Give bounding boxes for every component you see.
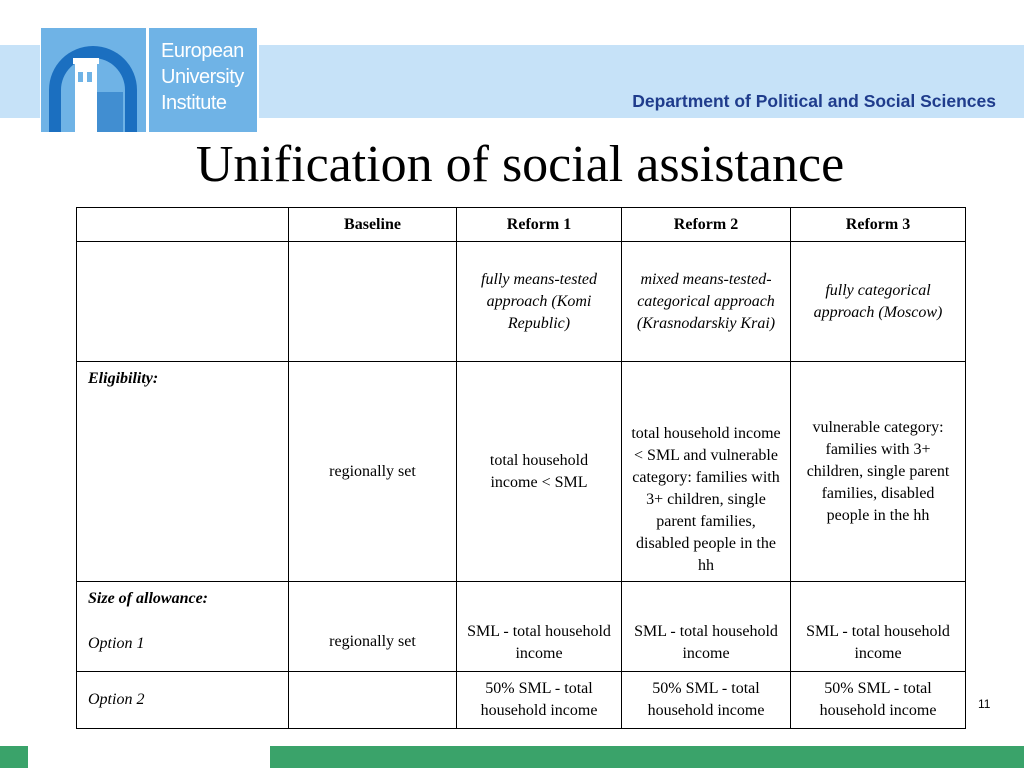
logo-line-3: Institute bbox=[161, 92, 227, 114]
approach-baseline-cell bbox=[289, 242, 457, 362]
eligibility-baseline-cell: regionally set bbox=[289, 362, 457, 582]
option-1-label: Option 1 bbox=[88, 635, 145, 652]
footer-bar-left bbox=[0, 746, 28, 768]
allowance-label-cell bbox=[77, 582, 289, 672]
allowance-reform-1-cell: SML - total household income bbox=[457, 582, 622, 672]
allowance-reform-3-cell: SML - total household income bbox=[791, 582, 966, 672]
page-number: 11 bbox=[978, 697, 991, 711]
table-row-allowance-option-2 bbox=[77, 672, 966, 729]
eligibility-reform-1-cell: total household income < SML bbox=[457, 362, 622, 582]
option-2-label-cell: Option 2 bbox=[77, 672, 289, 729]
logo-line-1: European bbox=[161, 40, 244, 62]
option-2-baseline-cell bbox=[289, 672, 457, 729]
logo-line-2: University bbox=[161, 66, 244, 88]
option-2-reform-1-cell: 50% SML - total household income bbox=[457, 672, 622, 729]
table-row-allowance-option-1 bbox=[77, 582, 966, 672]
eligibility-label-cell bbox=[77, 362, 289, 582]
header-cell-empty bbox=[77, 208, 289, 242]
approach-reform-3-cell: fully categorical approach (Moscow) bbox=[791, 242, 966, 362]
logo-wordmark bbox=[161, 38, 261, 116]
slide-title: Unification of social assistance bbox=[195, 136, 845, 193]
footer-bar-right bbox=[270, 746, 1024, 768]
header-cell-reform-1: Reform 1 bbox=[457, 208, 622, 242]
approach-label-cell bbox=[77, 242, 289, 362]
allowance-label: Size of allowance: bbox=[88, 590, 208, 607]
option-2-reform-2-cell: 50% SML - total household income bbox=[622, 672, 791, 729]
reform-comparison-table bbox=[76, 207, 966, 729]
table-row-eligibility bbox=[77, 362, 966, 582]
logo-emblem bbox=[41, 28, 146, 132]
eligibility-reform-2-cell: total household income < SML and vulnerable category: families with 3+ children, single parent families, disabled people in the hh bbox=[622, 362, 791, 582]
table-row-approach bbox=[77, 242, 966, 362]
header-cell-reform-2: Reform 2 bbox=[622, 208, 791, 242]
department-name: Department of Political and Social Sciences bbox=[632, 91, 996, 111]
allowance-reform-2-cell: SML - total household income bbox=[622, 582, 791, 672]
option-2-reform-3-cell: 50% SML - total household income bbox=[791, 672, 966, 729]
allowance-baseline-cell: regionally set bbox=[289, 582, 457, 672]
table-header-row bbox=[77, 208, 966, 242]
approach-reform-1-cell: fully means-tested approach (Komi Republic) bbox=[457, 242, 622, 362]
eligibility-reform-3-cell: vulnerable category: families with 3+ children, single parent families, disabled people in the hh bbox=[791, 362, 966, 582]
tower-arch-icon bbox=[41, 28, 146, 132]
header-cell-reform-3: Reform 3 bbox=[791, 208, 966, 242]
header-cell-baseline: Baseline bbox=[289, 208, 457, 242]
approach-reform-2-cell: mixed means-tested-categorical approach (Krasnodarskiy Krai) bbox=[622, 242, 791, 362]
eligibility-label: Eligibility: bbox=[88, 370, 159, 387]
